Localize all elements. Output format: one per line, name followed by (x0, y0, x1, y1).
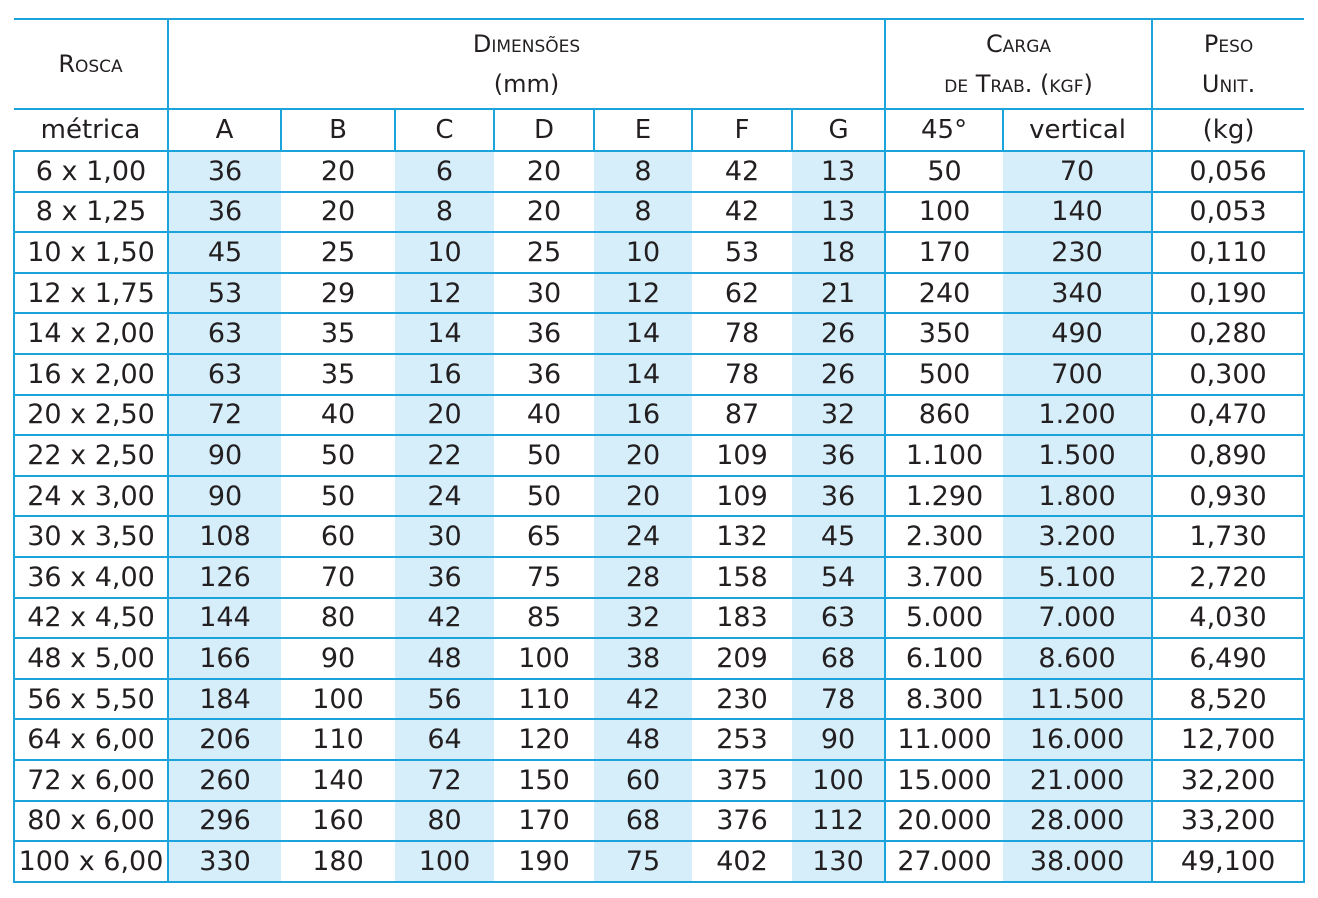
cell-peso: 0,110 (1152, 232, 1304, 273)
cell-e: 68 (594, 801, 692, 842)
cell-e: 8 (594, 151, 692, 192)
cell-carga-45: 15.000 (885, 760, 1003, 801)
cell-carga-45: 100 (885, 192, 1003, 233)
cell-f: 158 (692, 557, 792, 598)
cell-carga-vertical: 340 (1003, 273, 1152, 314)
cell-c: 48 (395, 638, 494, 679)
cell-c: 72 (395, 760, 494, 801)
cell-d: 25 (494, 232, 594, 273)
table-row (14, 557, 1304, 598)
cell-f: 62 (692, 273, 792, 314)
cell-f: 375 (692, 760, 792, 801)
cell-g: 100 (792, 760, 885, 801)
cell-rosca: 14 x 2,00 (14, 313, 168, 354)
subheader-col-f: F (692, 109, 792, 151)
cell-d: 190 (494, 841, 594, 882)
cell-peso: 6,490 (1152, 638, 1304, 679)
cell-g: 18 (792, 232, 885, 273)
cell-carga-vertical: 1.500 (1003, 435, 1152, 476)
cell-peso: 49,100 (1152, 841, 1304, 882)
table-row (14, 598, 1304, 639)
cell-carga-45: 1.290 (885, 476, 1003, 517)
cell-f: 230 (692, 679, 792, 720)
cell-carga-vertical: 3.200 (1003, 516, 1152, 557)
header-row (14, 19, 1304, 109)
cell-e: 28 (594, 557, 692, 598)
cell-peso: 0,280 (1152, 313, 1304, 354)
cell-a: 63 (168, 313, 281, 354)
cell-d: 50 (494, 435, 594, 476)
cell-peso: 32,200 (1152, 760, 1304, 801)
cell-b: 35 (281, 354, 395, 395)
cell-c: 16 (395, 354, 494, 395)
cell-c: 64 (395, 719, 494, 760)
cell-b: 20 (281, 192, 395, 233)
cell-a: 45 (168, 232, 281, 273)
cell-g: 36 (792, 435, 885, 476)
subheader-col-c: C (395, 109, 494, 151)
cell-f: 87 (692, 395, 792, 436)
cell-c: 30 (395, 516, 494, 557)
cell-carga-45: 3.700 (885, 557, 1003, 598)
table-row (14, 638, 1304, 679)
cell-b: 90 (281, 638, 395, 679)
subheader-vertical: vertical (1003, 109, 1152, 151)
cell-e: 20 (594, 476, 692, 517)
cell-peso: 0,056 (1152, 151, 1304, 192)
cell-d: 20 (494, 192, 594, 233)
cell-e: 14 (594, 354, 692, 395)
cell-c: 100 (395, 841, 494, 882)
cell-rosca: 64 x 6,00 (14, 719, 168, 760)
cell-g: 36 (792, 476, 885, 517)
cell-a: 166 (168, 638, 281, 679)
cell-peso: 2,720 (1152, 557, 1304, 598)
header-carga (885, 19, 1152, 109)
cell-d: 170 (494, 801, 594, 842)
cell-a: 260 (168, 760, 281, 801)
header-dimensoes-unit: (mm) (493, 70, 560, 98)
cell-e: 10 (594, 232, 692, 273)
cell-carga-45: 8.300 (885, 679, 1003, 720)
cell-a: 144 (168, 598, 281, 639)
cell-b: 60 (281, 516, 395, 557)
cell-c: 10 (395, 232, 494, 273)
cell-carga-vertical: 28.000 (1003, 801, 1152, 842)
cell-rosca: 42 x 4,50 (14, 598, 168, 639)
cell-d: 36 (494, 313, 594, 354)
cell-g: 112 (792, 801, 885, 842)
cell-f: 183 (692, 598, 792, 639)
cell-c: 14 (395, 313, 494, 354)
cell-carga-45: 350 (885, 313, 1003, 354)
cell-f: 42 (692, 151, 792, 192)
cell-c: 22 (395, 435, 494, 476)
cell-a: 108 (168, 516, 281, 557)
cell-f: 53 (692, 232, 792, 273)
cell-rosca: 80 x 6,00 (14, 801, 168, 842)
cell-a: 296 (168, 801, 281, 842)
table-row (14, 232, 1304, 273)
cell-a: 90 (168, 435, 281, 476)
cell-rosca: 12 x 1,75 (14, 273, 168, 314)
cell-c: 42 (395, 598, 494, 639)
cell-carga-vertical: 38.000 (1003, 841, 1152, 882)
cell-f: 209 (692, 638, 792, 679)
cell-e: 24 (594, 516, 692, 557)
cell-b: 25 (281, 232, 395, 273)
cell-e: 12 (594, 273, 692, 314)
subheader-peso-unit: (kg) (1152, 109, 1304, 151)
cell-carga-45: 1.100 (885, 435, 1003, 476)
cell-a: 36 (168, 192, 281, 233)
cell-peso: 8,520 (1152, 679, 1304, 720)
cell-a: 90 (168, 476, 281, 517)
cell-e: 38 (594, 638, 692, 679)
cell-e: 48 (594, 719, 692, 760)
subheader-row (14, 109, 1304, 151)
cell-rosca: 48 x 5,00 (14, 638, 168, 679)
cell-c: 6 (395, 151, 494, 192)
cell-c: 20 (395, 395, 494, 436)
header-carga-line1: Carga (986, 30, 1052, 58)
cell-f: 402 (692, 841, 792, 882)
cell-g: 32 (792, 395, 885, 436)
cell-g: 68 (792, 638, 885, 679)
cell-carga-45: 860 (885, 395, 1003, 436)
cell-peso: 1,730 (1152, 516, 1304, 557)
subheader-col-a: A (168, 109, 281, 151)
cell-rosca: 100 x 6,00 (14, 841, 168, 882)
cell-f: 42 (692, 192, 792, 233)
cell-a: 72 (168, 395, 281, 436)
cell-g: 26 (792, 354, 885, 395)
cell-b: 50 (281, 476, 395, 517)
table-row (14, 395, 1304, 436)
cell-c: 80 (395, 801, 494, 842)
cell-b: 180 (281, 841, 395, 882)
cell-g: 26 (792, 313, 885, 354)
cell-d: 150 (494, 760, 594, 801)
cell-c: 56 (395, 679, 494, 720)
cell-g: 13 (792, 151, 885, 192)
cell-peso: 12,700 (1152, 719, 1304, 760)
header-peso-line1: Peso (1203, 30, 1254, 58)
cell-b: 50 (281, 435, 395, 476)
subheader-col-e: E (594, 109, 692, 151)
cell-g: 90 (792, 719, 885, 760)
cell-carga-vertical: 8.600 (1003, 638, 1152, 679)
cell-d: 65 (494, 516, 594, 557)
cell-rosca: 56 x 5,50 (14, 679, 168, 720)
cell-b: 20 (281, 151, 395, 192)
cell-rosca: 16 x 2,00 (14, 354, 168, 395)
cell-b: 80 (281, 598, 395, 639)
cell-carga-vertical: 16.000 (1003, 719, 1152, 760)
cell-rosca: 30 x 3,50 (14, 516, 168, 557)
cell-f: 376 (692, 801, 792, 842)
cell-peso: 0,930 (1152, 476, 1304, 517)
cell-carga-vertical: 490 (1003, 313, 1152, 354)
cell-a: 126 (168, 557, 281, 598)
cell-rosca: 72 x 6,00 (14, 760, 168, 801)
cell-c: 12 (395, 273, 494, 314)
subheader-angle: 45° (885, 109, 1003, 151)
cell-d: 36 (494, 354, 594, 395)
cell-peso: 4,030 (1152, 598, 1304, 639)
cell-carga-vertical: 230 (1003, 232, 1152, 273)
table-row (14, 354, 1304, 395)
cell-d: 75 (494, 557, 594, 598)
cell-a: 184 (168, 679, 281, 720)
cell-e: 8 (594, 192, 692, 233)
cell-f: 109 (692, 435, 792, 476)
cell-carga-vertical: 140 (1003, 192, 1152, 233)
cell-carga-vertical: 1.200 (1003, 395, 1152, 436)
cell-carga-45: 500 (885, 354, 1003, 395)
cell-f: 78 (692, 354, 792, 395)
cell-b: 140 (281, 760, 395, 801)
spec-table (13, 18, 1305, 883)
table-row (14, 435, 1304, 476)
subheader-col-b: B (281, 109, 395, 151)
cell-rosca: 20 x 2,50 (14, 395, 168, 436)
header-carga-line2: de Trab. (kgf) (944, 70, 1093, 98)
cell-carga-45: 20.000 (885, 801, 1003, 842)
cell-rosca: 10 x 1,50 (14, 232, 168, 273)
table-row (14, 313, 1304, 354)
table-row (14, 273, 1304, 314)
cell-g: 63 (792, 598, 885, 639)
cell-carga-45: 5.000 (885, 598, 1003, 639)
table-row (14, 192, 1304, 233)
cell-carga-45: 50 (885, 151, 1003, 192)
cell-g: 54 (792, 557, 885, 598)
cell-a: 206 (168, 719, 281, 760)
cell-peso: 33,200 (1152, 801, 1304, 842)
cell-carga-45: 2.300 (885, 516, 1003, 557)
cell-carga-vertical: 7.000 (1003, 598, 1152, 639)
subheader-col-g: G (792, 109, 885, 151)
table-body (14, 151, 1304, 882)
subheader-col-d: D (494, 109, 594, 151)
table-row (14, 801, 1304, 842)
cell-e: 14 (594, 313, 692, 354)
cell-b: 70 (281, 557, 395, 598)
cell-d: 120 (494, 719, 594, 760)
table-row (14, 476, 1304, 517)
table-row (14, 841, 1304, 882)
cell-b: 40 (281, 395, 395, 436)
cell-g: 13 (792, 192, 885, 233)
cell-g: 130 (792, 841, 885, 882)
cell-peso: 0,470 (1152, 395, 1304, 436)
cell-e: 16 (594, 395, 692, 436)
cell-e: 42 (594, 679, 692, 720)
cell-f: 109 (692, 476, 792, 517)
cell-b: 100 (281, 679, 395, 720)
header-rosca-label: Rosca (58, 50, 123, 78)
cell-g: 78 (792, 679, 885, 720)
cell-carga-45: 240 (885, 273, 1003, 314)
table-row (14, 719, 1304, 760)
cell-rosca: 6 x 1,00 (14, 151, 168, 192)
cell-carga-45: 11.000 (885, 719, 1003, 760)
cell-peso: 0,890 (1152, 435, 1304, 476)
cell-e: 20 (594, 435, 692, 476)
cell-b: 35 (281, 313, 395, 354)
cell-carga-vertical: 21.000 (1003, 760, 1152, 801)
cell-b: 29 (281, 273, 395, 314)
cell-d: 85 (494, 598, 594, 639)
cell-carga-vertical: 11.500 (1003, 679, 1152, 720)
cell-rosca: 24 x 3,00 (14, 476, 168, 517)
header-dimensoes (168, 19, 885, 109)
header-peso-line2: Unit. (1201, 70, 1256, 98)
cell-d: 100 (494, 638, 594, 679)
cell-g: 45 (792, 516, 885, 557)
header-rosca (14, 19, 168, 109)
cell-rosca: 8 x 1,25 (14, 192, 168, 233)
cell-d: 50 (494, 476, 594, 517)
cell-e: 75 (594, 841, 692, 882)
cell-a: 36 (168, 151, 281, 192)
cell-a: 63 (168, 354, 281, 395)
cell-peso: 0,190 (1152, 273, 1304, 314)
table-row (14, 516, 1304, 557)
cell-c: 8 (395, 192, 494, 233)
cell-g: 21 (792, 273, 885, 314)
cell-c: 36 (395, 557, 494, 598)
cell-carga-vertical: 70 (1003, 151, 1152, 192)
cell-carga-45: 6.100 (885, 638, 1003, 679)
cell-carga-vertical: 5.100 (1003, 557, 1152, 598)
cell-c: 24 (395, 476, 494, 517)
cell-carga-vertical: 1.800 (1003, 476, 1152, 517)
cell-rosca: 22 x 2,50 (14, 435, 168, 476)
cell-e: 32 (594, 598, 692, 639)
cell-d: 40 (494, 395, 594, 436)
table-row (14, 151, 1304, 192)
cell-f: 132 (692, 516, 792, 557)
cell-b: 110 (281, 719, 395, 760)
cell-b: 160 (281, 801, 395, 842)
cell-carga-45: 170 (885, 232, 1003, 273)
cell-d: 110 (494, 679, 594, 720)
table-row (14, 679, 1304, 720)
cell-peso: 0,300 (1152, 354, 1304, 395)
header-dimensoes-label: Dimensões (472, 30, 581, 58)
cell-d: 30 (494, 273, 594, 314)
cell-carga-45: 27.000 (885, 841, 1003, 882)
cell-d: 20 (494, 151, 594, 192)
cell-a: 330 (168, 841, 281, 882)
subheader-metrica: métrica (14, 109, 168, 151)
cell-e: 60 (594, 760, 692, 801)
header-peso (1152, 19, 1304, 109)
cell-f: 78 (692, 313, 792, 354)
cell-carga-vertical: 700 (1003, 354, 1152, 395)
table-row (14, 760, 1304, 801)
cell-rosca: 36 x 4,00 (14, 557, 168, 598)
cell-peso: 0,053 (1152, 192, 1304, 233)
cell-f: 253 (692, 719, 792, 760)
cell-a: 53 (168, 273, 281, 314)
